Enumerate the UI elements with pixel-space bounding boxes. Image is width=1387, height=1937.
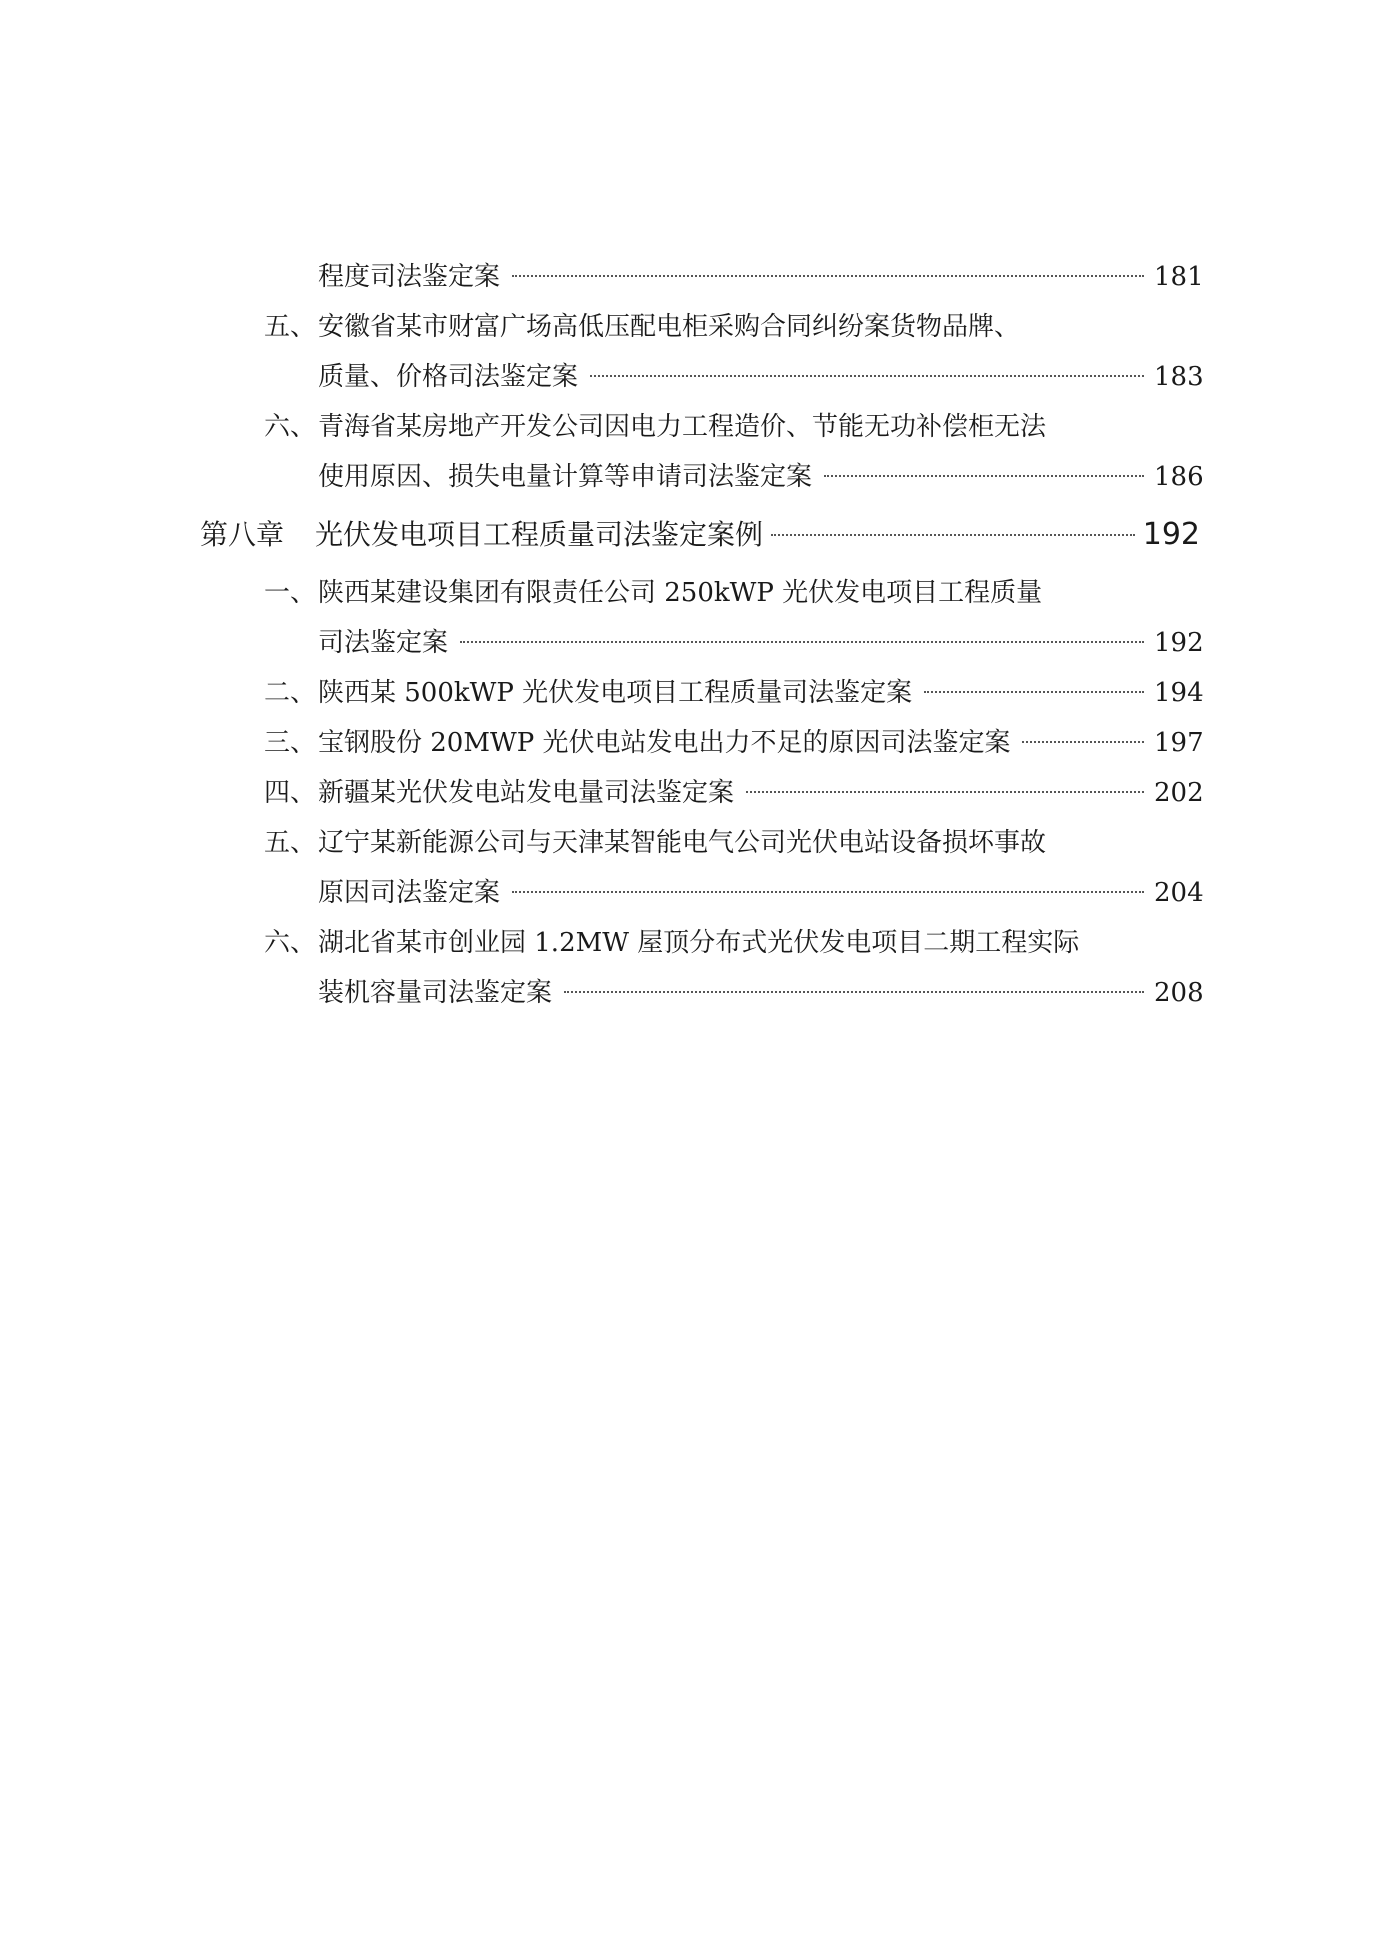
toc-entry[interactable]: [200, 252, 1204, 302]
toc-page-number: 202: [1154, 778, 1204, 808]
toc-entry[interactable]: [200, 402, 1200, 452]
chapter-label: 第八章: [200, 518, 285, 551]
toc-page-number: 183: [1154, 362, 1204, 392]
toc-entry-text: 青海省某房地产开发公司因电力工程造价、节能无功补偿柜无法: [318, 412, 1047, 442]
toc-page-number: 181: [1154, 262, 1204, 292]
chapter-page-number: 192: [1142, 517, 1200, 552]
toc-page-number: 197: [1154, 728, 1204, 758]
leader-dots: [1022, 741, 1144, 743]
chapter-title: 光伏发电项目工程质量司法鉴定案例: [315, 518, 764, 551]
toc-entry-text: 湖北省某市创业园 1.2MW 屋顶分布式光伏发电项目二期工程实际: [318, 928, 1080, 958]
toc-entry-text: 安徽省某市财富广场高低压配电柜采购合同纠纷案货物品牌、: [318, 312, 1021, 342]
toc-entry-text: 程度司法鉴定案: [318, 262, 501, 292]
toc-entry[interactable]: [200, 718, 1204, 768]
toc-entry-continuation[interactable]: [200, 452, 1204, 502]
toc-entry-continuation[interactable]: [200, 618, 1204, 668]
leader-dots: [824, 475, 1144, 477]
toc-entry-text: 陕西某建设集团有限责任公司 250kWP 光伏发电项目工程质量: [318, 578, 1043, 608]
toc-entry-number: 六、: [264, 928, 317, 958]
toc-entry-number: 六、: [264, 412, 317, 442]
leader-dots: [512, 891, 1144, 893]
toc-entry-number: 五、: [264, 312, 317, 342]
toc-entry-continuation[interactable]: [200, 968, 1204, 1018]
toc-entry-text: 辽宁某新能源公司与天津某智能电气公司光伏电站设备损坏事故: [318, 828, 1047, 858]
leader-dots: [771, 534, 1135, 536]
toc-entry-text: 质量、价格司法鉴定案: [318, 362, 579, 392]
leader-dots: [564, 991, 1144, 993]
leader-dots: [590, 375, 1144, 377]
toc-entry-text: 司法鉴定案: [318, 628, 449, 658]
toc-entry-text: 装机容量司法鉴定案: [318, 978, 553, 1008]
toc-entry[interactable]: [200, 918, 1200, 968]
toc-page-number: 204: [1154, 878, 1204, 908]
toc-entry-text: 新疆某光伏发电站发电量司法鉴定案: [318, 778, 735, 808]
toc-entry-number: 一、: [264, 578, 317, 608]
toc-entry-number: 三、: [264, 728, 317, 758]
toc-entry[interactable]: [200, 302, 1200, 352]
toc-entry-text: 陕西某 500kWP 光伏发电项目工程质量司法鉴定案: [318, 678, 913, 708]
toc-page-number: 192: [1154, 628, 1204, 658]
toc-entry-text: 原因司法鉴定案: [318, 878, 501, 908]
leader-dots: [460, 641, 1144, 643]
toc-entry[interactable]: [200, 668, 1204, 718]
toc-entry-number: 四、: [264, 778, 317, 808]
toc-entry-continuation[interactable]: [200, 868, 1204, 918]
toc-entry-number: 二、: [264, 678, 317, 708]
leader-dots: [746, 791, 1144, 793]
toc-entry-text: 宝钢股份 20MWP 光伏电站发电出力不足的原因司法鉴定案: [318, 728, 1011, 758]
chapter-heading[interactable]: [200, 502, 1200, 568]
leader-dots: [512, 275, 1144, 277]
table-of-contents: [200, 252, 1204, 1018]
leader-dots: [924, 691, 1144, 693]
toc-entry[interactable]: [200, 818, 1200, 868]
toc-page-number: 194: [1154, 678, 1204, 708]
toc-page-number: 186: [1154, 462, 1204, 492]
toc-entry[interactable]: [200, 568, 1200, 618]
toc-entry-number: 五、: [264, 828, 317, 858]
toc-page-number: 208: [1154, 978, 1204, 1008]
toc-entry-text: 使用原因、损失电量计算等申请司法鉴定案: [318, 462, 813, 492]
toc-entry-continuation[interactable]: [200, 352, 1204, 402]
toc-entry[interactable]: [200, 768, 1204, 818]
